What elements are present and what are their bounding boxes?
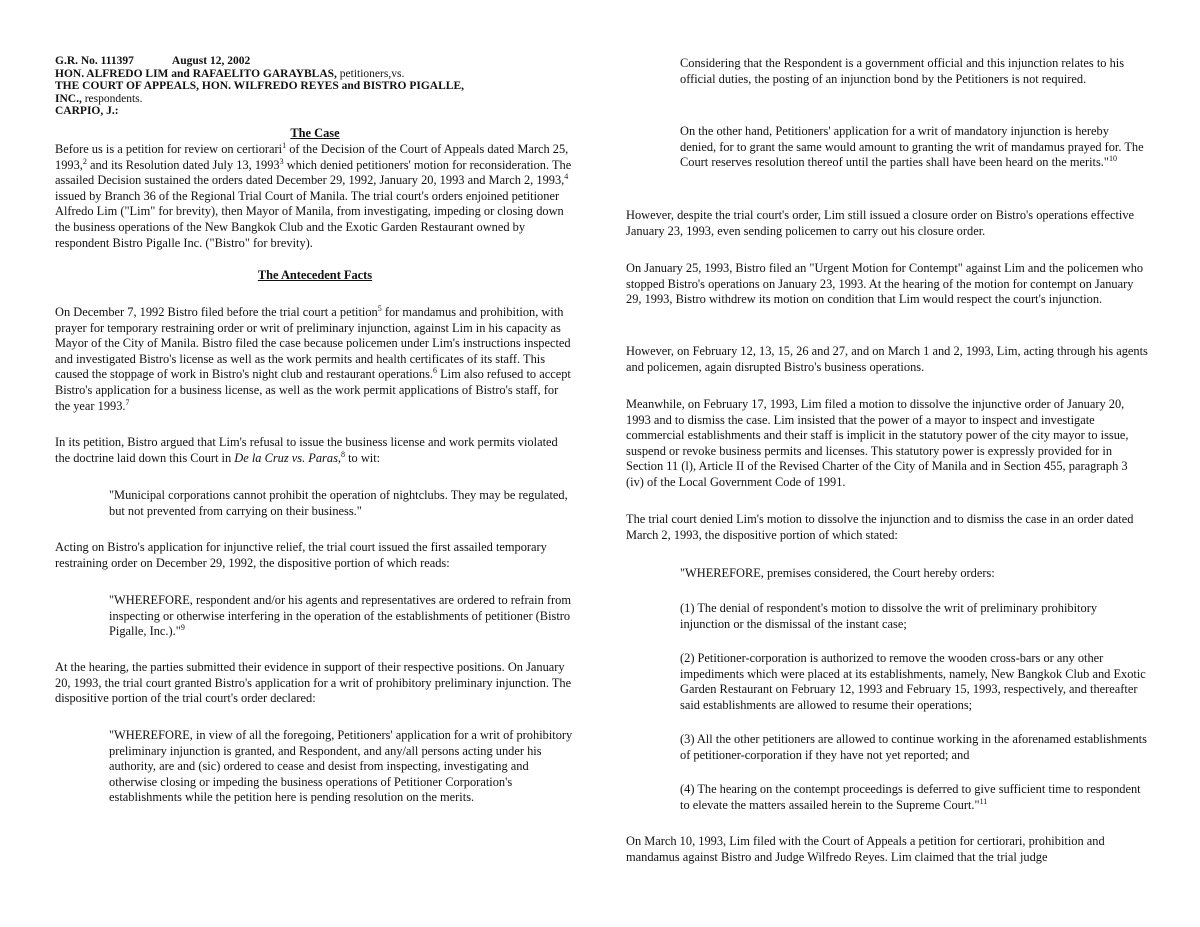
footnote-ref: 3 [279,156,284,166]
footnote-ref: 2 [82,156,87,166]
footnote-ref: 9 [180,623,185,633]
paragraph-motion-denied: The trial court denied Lim's motion to dissolve the injunction and to dismiss the case in an order dated March 2, 1993, the dispositive portion of which stated: [626,512,1134,542]
footnote-ref: 4 [564,172,569,182]
paragraph-injunctive-relief: Acting on Bistro's application for injunctive relief, the trial court issued the first assailed temporary restraining order on December 29, 1992, the dispositive portion of which reads: [55,540,547,570]
quote-order-4: (4) The hearing on the contempt proceedings is deferred to give sufficient time to respondent to elevate the matters assailed herein to the Supreme Court."$^{11}$ [680,782,1141,812]
petitioners-line [55,68,575,81]
footnote-ref: 1 [282,140,287,150]
case-number-line [55,55,575,68]
quote-order-1: (1) The denial of respondent's motion to dissolve the writ of preliminary prohibitory injunction or the dismissal of the instant case; [680,601,1098,631]
respondents-line-2 [55,93,575,106]
paragraph-contempt-motion: On January 25, 1993, Bistro filed an "Urgent Motion for Contempt" against Lim and the policemen who stopped Bistro's operations on January 23, 1993. At the hearing of the motion for contempt on January 29, 1993, Bistro withdrew its motion on condition that Lim would respect the court's injunction. [626,261,1144,307]
paragraph-hearing: At the hearing, the parties submitted their evidence in support of their respective positions. On January 20, 1993, the trial court granted Bistro's application for a writ of prohibitory preliminary injunction. The dispositive portion of the trial court's order declared: [55,660,572,706]
quote-order-2: (2) Petitioner-corporation is authorized to remove the wooden cross-bars or any other impediments which were placed at its establishments, namely, New Bangkok Club and Exotic Garden Restaurant on February 12, 1993 and February 15, 1993, respectively, and thereafter said establishments are allowed to resume their operations; [680,651,1146,712]
quote-de-la-cruz: "Municipal corporations cannot prohibit the operation of nightclubs. They may be regulated, but not prevented from carrying on their business." [109,488,568,518]
paragraph-motion-to-dissolve: Meanwhile, on February 17, 1993, Lim filed a motion to dissolve the injunctive order of January 20, 1993 and to dismiss the case. Lim insisted that the power of a mayor to inspect and investigate commercial establishments and their staff is implicit in the statutory power of the city mayor to issue, suspend or revoke business permits and licenses. This statutory power is expressly provided for in Section 11 (l), Article II of the Revised Charter of the City of Manila and in Section 455, paragraph 3 (iv) of the Local Government Code of 1991. [626,397,1129,489]
footnote-ref: 6 [433,366,437,376]
paragraph-closure-order: However, despite the trial court's order, Lim still issued a closure order on Bistro's operations effective January 23, 1993, even sending policemen to carry out his closure order. [626,208,1135,238]
quote-order-3: (3) All the other petitioners are allowed to continue working in the aforenamed establishments of petitioner-corporation if they have not yet reported; and [680,732,1147,762]
case-header [55,55,575,118]
ponente: CARPIO, J.: [55,105,119,118]
heading-the-case: The Case [290,126,340,140]
decision-date: August 12, 2002 [171,55,251,67]
quote-injunction-bond: Considering that the Respondent is a government official and this injunction relates to his official duties, the posting of an injunction bond by the Petitioners is not required. [680,56,1125,86]
quote-wherefore-orders: "WHEREFORE, premises considered, the Court hereby orders: [680,566,995,580]
quote-mandatory-injunction: On the other hand, Petitioners' application for a writ of mandatory injunction is hereby denied, for to grant the same would amount to granting the writ of mandamus prayed for. The Court reserves resolution thereof until the parties shall have been heard on the merits."$^{10}$ [680,124,1144,170]
footnote-ref: 5 [377,303,382,313]
footnote-ref: 7 [125,397,130,407]
respondents-line-1: THE COURT OF APPEALS, HON. WILFREDO REYES and BISTRO PIGALLE, [55,80,465,93]
respondents-label: respondents. [84,92,143,105]
petitioners-label: petitioners,vs. [339,67,405,80]
paragraph-the-case: Before us is a petition for review on certiorari$^1$ of the Decision of the Court of Appeals dated March 25, 1993,$^2$ and its Resolution dated July 13, 1993$^3$ which denied petitioners' motion for reconsideration. The assailed Decision sustained the orders dated December 29, 1992, January 20, 1993 and March 2, 1993,$^4$ issued by Branch 36 of the Regional Trial Court of Manila. The trial court's orders enjoined petitioner Alfredo Lim ("Lim" for brevity), then Mayor of Manila, from investigating, impeding or closing down the business operations of the New Bangkok Club and the Exotic Garden Restaurant owned by respondent Bistro Pigalle Inc. ("Bistro" for brevity). [55,140,572,250]
paragraph-petition-filed: On December 7, 1992 Bistro filed before the trial court a petition$^5$ for mandamus and prohibition, with prayer for temporary restraining order or writ of preliminary injunction, against Lim in his capacity as Mayor of the City of Manila. Bistro filed the case because policemen under Lim's instructions inspected and investigated Bistro's license as well as the work permits and health certificates of its staff. This caused the stoppage of work in Bistro's night club and restaurant operations.$^6$ Lim also refused to accept Bistro's application for a business license, as well as the work permit applications of Bistro's staff, for the year 1993.$^7$ [55,303,571,413]
quote-tro: "WHEREFORE, respondent and/or his agents and representatives are ordered to refrain from inspecting or otherwise interfering in the operation of the establishments of petitioner (Bistro Pigalle, Inc.)."$^9$ [109,593,571,639]
footnote-ref: 11 [979,796,988,806]
petitioners-names: HON. ALFREDO LIM and RAFAELITO GARAYBLAS, [55,67,337,80]
footnote-ref: 8 [341,449,345,459]
paragraph-bistro-argument: In its petition, Bistro argued that Lim's refusal to issue the business license and work permits violated the doctrine laid down this Court in De la Cruz vs. Paras,$^8$ to wit: [55,435,558,465]
quote-writ-granted: "WHEREFORE, in view of all the foregoing, Petitioners' application for a writ of prohibitory preliminary injunction is granted, and Respondent, and any/all persons acting under his authority, are and (sic) ordered to cease and desist from inspecting, investigating and otherwise closing or impeding the business operations of Petitioner Corporation's establishments while the petition here is pending resolution on the merits. [109,728,573,805]
heading-antecedent-facts: The Antecedent Facts [257,268,373,282]
paragraph-disruptions: However, on February 12, 13, 15, 26 and 27, and on March 1 and 2, 1993, Lim, acting through his agents and policemen, again disrupted Bistro's business operations. [626,344,1148,374]
gr-number: G.R. No. 111397 [55,55,134,67]
footnote-ref: 10 [1108,154,1117,164]
respondents-names-2: INC., [55,92,82,105]
paragraph-certiorari-petition: On March 10, 1993, Lim filed with the Court of Appeals a petition for certiorari, prohibition and mandamus against Bistro and Judge Wilfredo Reyes. Lim claimed that the trial judge [626,834,1105,864]
case-citation: De la Cruz vs. Paras, [234,450,341,465]
